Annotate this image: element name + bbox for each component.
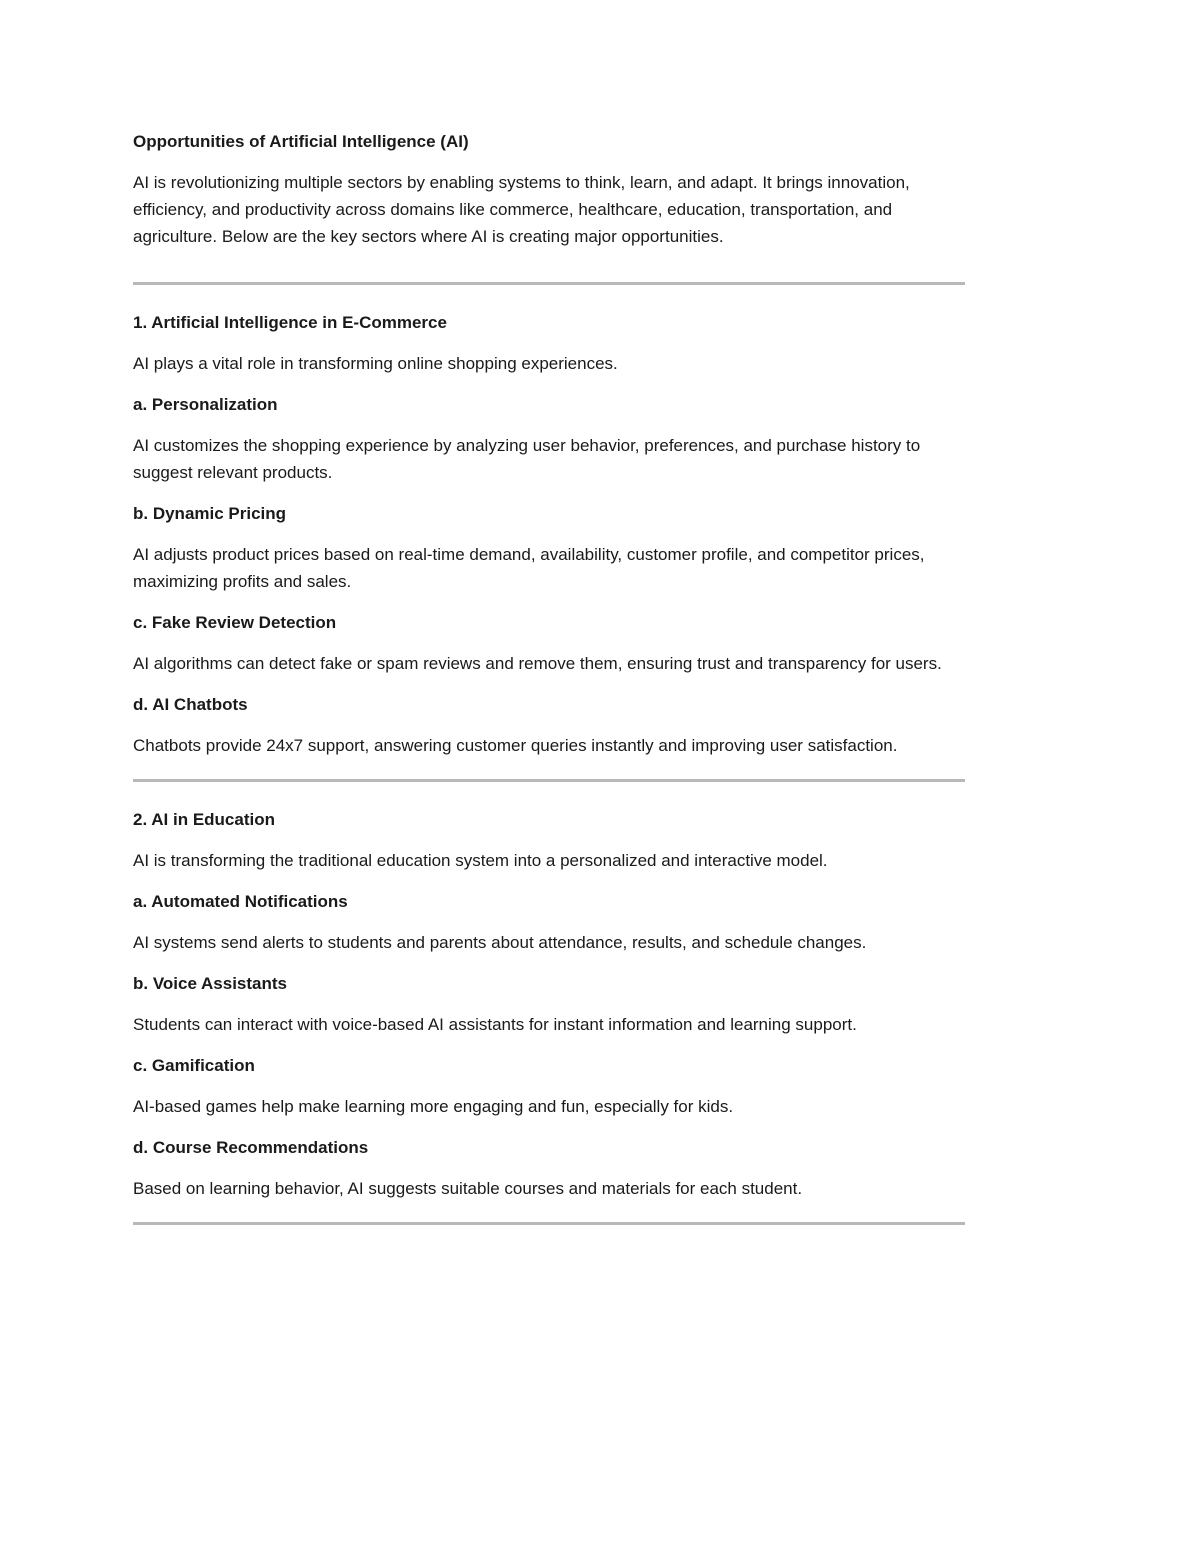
item-text: Based on learning behavior, AI suggests suitable courses and materials for each student. (133, 1179, 803, 1198)
item-title: a. Automated Notifications (133, 892, 348, 911)
section-divider (133, 282, 965, 285)
item-title: d. AI Chatbots (133, 695, 248, 714)
item-text: AI customizes the shopping experience by analyzing user behavior, preferences, and purchase history to suggest relevant products. (133, 436, 921, 482)
document-intro: AI is revolutionizing multiple sectors by enabling systems to think, learn, and adapt. It brings innovation, efficiency, and productivity across domains like commerce, healthcare, education, transportation, and agriculture. Below are the key sectors where AI is creating major opportunities. (133, 173, 910, 246)
item-title: a. Personalization (133, 395, 278, 414)
item-title: c. Gamification (133, 1056, 255, 1075)
item-text: AI systems send alerts to students and parents about attendance, results, and schedule changes. (133, 933, 867, 952)
section-divider (133, 1222, 965, 1225)
section-intro: AI plays a vital role in transforming online shopping experiences. (133, 354, 618, 373)
item-title: b. Dynamic Pricing (133, 504, 287, 523)
section-title: 1. Artificial Intelligence in E-Commerce (133, 313, 447, 332)
section-divider (133, 779, 965, 782)
section-title: 2. AI in Education (133, 810, 275, 829)
item-text: AI adjusts product prices based on real-time demand, availability, customer profile, and competitor prices, maximizing profits and sales. (133, 545, 925, 591)
section-education (133, 806, 965, 1202)
item-title: d. Course Recommendations (133, 1138, 369, 1157)
item-title: c. Fake Review Detection (133, 613, 337, 632)
document-page (133, 128, 965, 1249)
item-text: AI-based games help make learning more engaging and fun, especially for kids. (133, 1097, 734, 1116)
section-ecommerce (133, 309, 965, 759)
document-title: Opportunities of Artificial Intelligence (AI) (133, 132, 469, 151)
item-text: Students can interact with voice-based AI assistants for instant information and learning support. (133, 1015, 857, 1034)
item-title: b. Voice Assistants (133, 974, 287, 993)
section-intro: AI is transforming the traditional education system into a personalized and interactive model. (133, 851, 828, 870)
item-text: Chatbots provide 24x7 support, answering customer queries instantly and improving user satisfaction. (133, 736, 898, 755)
item-text: AI algorithms can detect fake or spam reviews and remove them, ensuring trust and transparency for users. (133, 654, 942, 673)
